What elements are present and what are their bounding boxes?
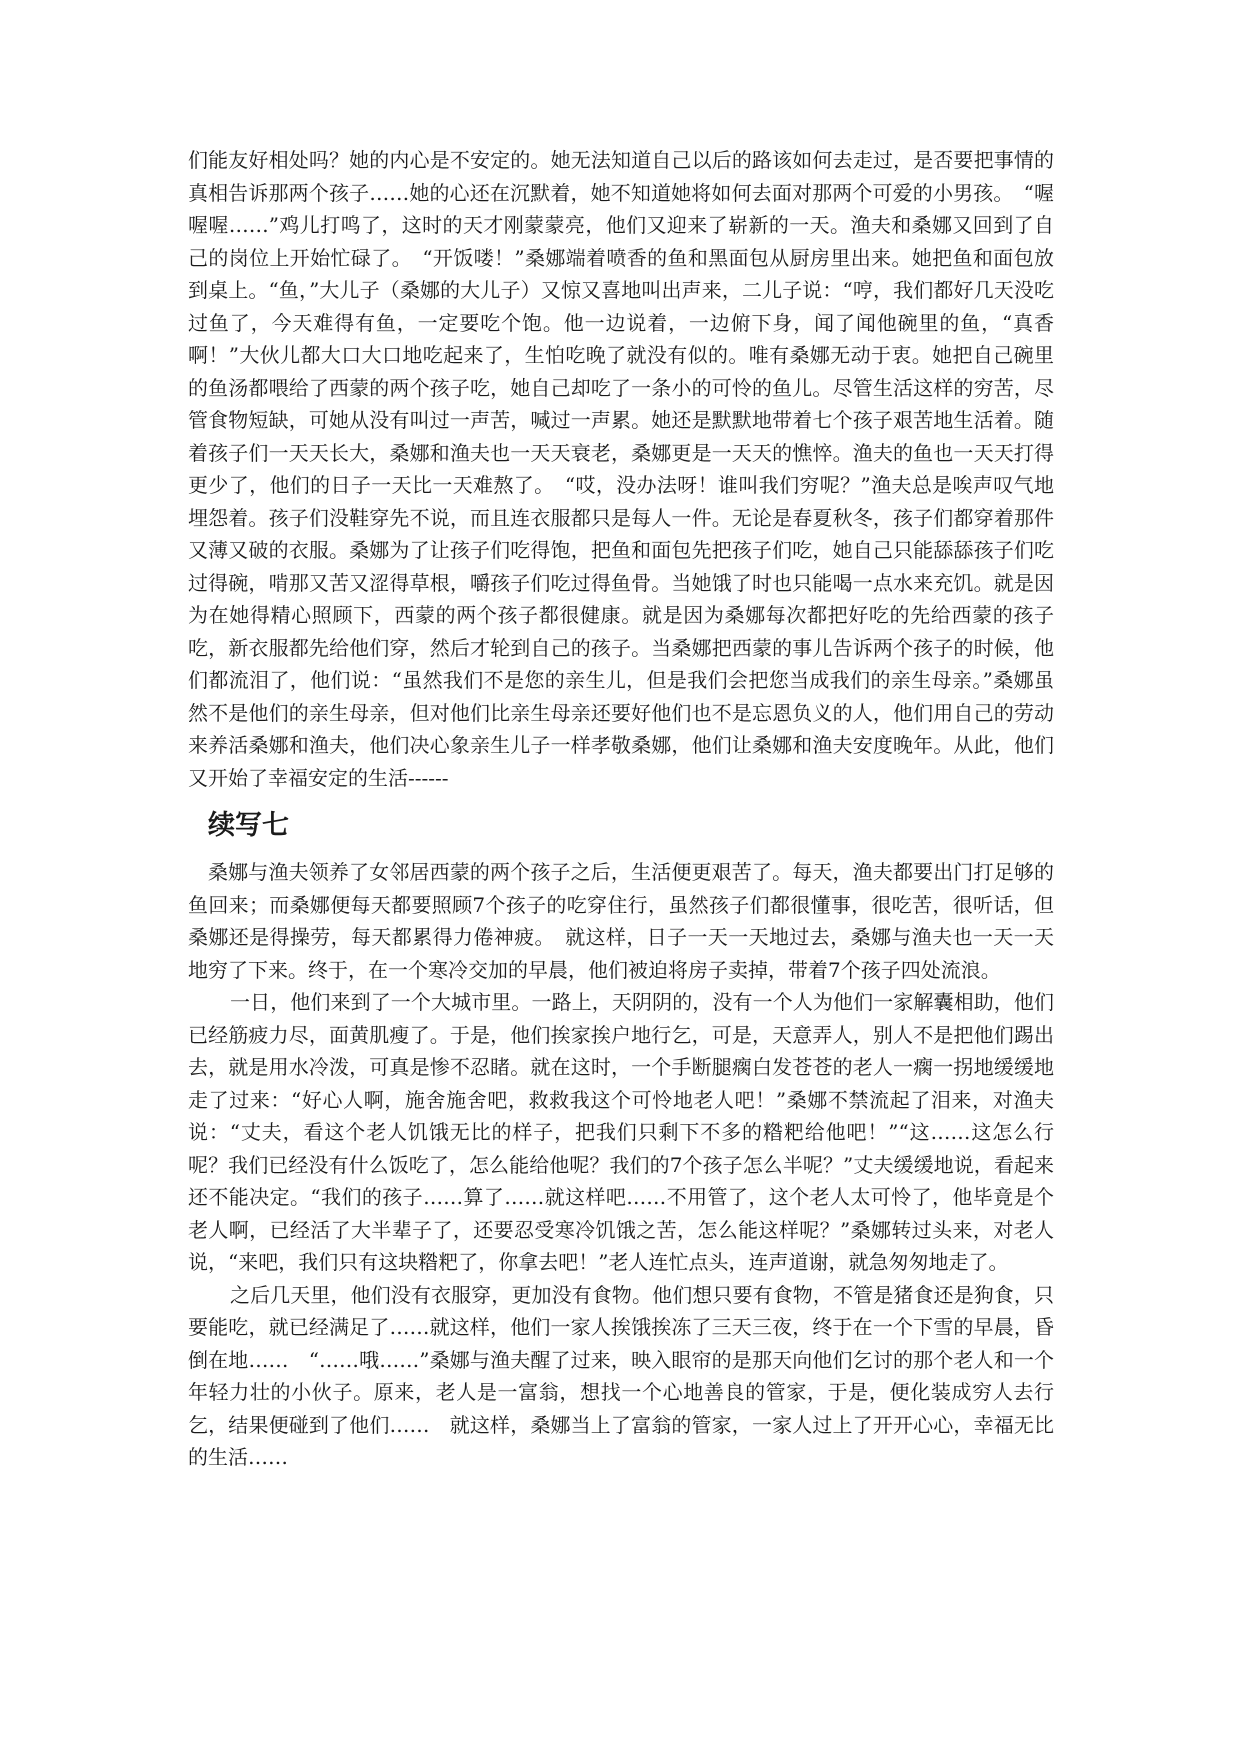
continued-paragraph: 们能友好相处吗？她的内心是不安定的。她无法知道自己以后的路该如何去走过，是否要把事情的真相告诉那两个孩子……她的心还在沉默着，她不知道她将如何去面对那两个可爱的小男孩。 “喔喔喔……”鸡儿打鸣了，这时的天才刚蒙蒙亮，他们又迎来了崭新的一天。渔夫和桑娜又回到了自己的岗位上开始忙碌了。 “开饭喽！”桑娜端着喷香的鱼和黑面包从厨房里出来。她把鱼和面包放到桌上。“鱼，”大儿子（桑娜的大儿子）又惊又喜地叫出声来，二儿子说：“哼，我们都好几天没吃过鱼了，今天难得有鱼，一定要吃个饱。他一边说着，一边俯下身，闻了闻他碗里的鱼，“真香啊！”大伙儿都大口大口地吃起来了，生怕吃晚了就没有似的。唯有桑娜无动于衷。她把自己碗里的鱼汤都喂给了西蒙的两个孩子吃，她自己却吃了一条小的可怜的鱼儿。尽管生活这样的穷苦，尽管食物短缺，可她从没有叫过一声苦，喊过一声累。她还是默默地带着七个孩子艰苦地生活着。随着孩子们一天天长大，桑娜和渔夫也一天天衰老，桑娜更是一天天的憔悴。渔夫的鱼也一天天打得更少了，他们的日子一天比一天难熬了。 “哎，没办法呀！谁叫我们穷呢？”渔夫总是唉声叹气地埋怨着。孩子们没鞋穿先不说，而且连衣服都只是每人一件。无论是春夏秋冬，孩子们都穿着那件又薄又破的衣服。桑娜为了让孩子们吃得饱，把鱼和面包先把孩子们吃，她自己只能舔舔孩子们吃过得碗，啃那又苦又涩得草根，嚼孩子们吃过得鱼骨。当她饿了时也只能喝一点水来充饥。就是因为在她得精心照顾下，西蒙的两个孩子都很健康。就是因为桑娜每次都把好吃的先给西蒙的孩子吃，新衣服都先给他们穿，然后才轮到自己的孩子。当桑娜把西蒙的事儿告诉两个孩子的时候，他们都流泪了，他们说：“虽然我们不是您的亲生儿，但是我们会把您当成我们的亲生母亲。”桑娜虽然不是他们的亲生母亲，但对他们比亲生母亲还要好他们也不是忘恩负义的人，他们用自己的劳动来养活桑娜和渔夫，他们决心象亲生儿子一样孝敬桑娜，他们让桑娜和渔夫安度晚年。从此，他们又开始了幸福安定的生活------ [188, 148, 1054, 790]
page-body [188, 144, 1054, 1474]
section-heading: 续写七 [208, 810, 289, 841]
section-paragraph-1: 桑娜与渔夫领养了女邻居西蒙的两个孩子之后，生活便更艰苦了。每天，渔夫都要出门打足够的鱼回来；而桑娜便每天都要照顾7个孩子的吃穿住行，虽然孩子们都很懂事，很吃苦，很听话，但桑娜还是得操劳，每天都累得力倦神疲。 就这样，日子一天一天地过去，桑娜与渔夫也一天一天地穷了下来。终于，在一个寒冷交加的早晨，他们被迫将房子卖掉，带着7个孩子四处流浪。 [188, 860, 1054, 982]
section-paragraph-2: 一日，他们来到了一个大城市里。一路上，天阴阴的，没有一个人为他们一家解囊相助，他们已经筋疲力尽，面黄肌瘦了。于是，他们挨家挨户地行乞，可是，天意弄人，别人不是把他们踢出去，就是用水冷泼，可真是惨不忍睹。就在这时，一个手断腿瘸白发苍苍的老人一瘸一拐地缓缓地走了过来：“好心人啊，施舍施舍吧，救救我这个可怜地老人吧！”桑娜不禁流起了泪来，对渔夫说：“丈夫，看这个老人饥饿无比的样子，把我们只剩下不多的糌粑给他吧！”“这……这怎么行呢？我们已经没有什么饭吃了，怎么能给他呢？我们的7个孩子怎么半呢？”丈夫缓缓地说，看起来还不能决定。“我们的孩子……算了……就这样吧……不用管了，这个老人太可怜了，他毕竟是个老人啊，已经活了大半辈子了，还要忍受寒冷饥饿之苦，怎么能这样呢？”桑娜转过头来，对老人说，“来吧，我们只有这块糌粑了，你拿去吧！”老人连忙点头，连声道谢，就急匆匆地走了。 [188, 990, 1054, 1274]
section-paragraph-3: 之后几天里，他们没有衣服穿，更加没有食物。他们想只要有食物，不管是猪食还是狗食，只要能吃，就已经满足了……就这样，他们一家人挨饿挨冻了三天三夜，终于在一个下雪的早晨，昏倒在地…… “……哦……”桑娜与渔夫醒了过来，映入眼帘的是那天向他们乞讨的那个老人和一个年轻力壮的小伙子。原来，老人是一富翁，想找一个心地善良的管家，于是，便化装成穷人去行乞，结果便碰到了他们…… 就这样，桑娜当上了富翁的管家，一家人过上了开开心心，幸福无比的生活…… [188, 1282, 1054, 1469]
